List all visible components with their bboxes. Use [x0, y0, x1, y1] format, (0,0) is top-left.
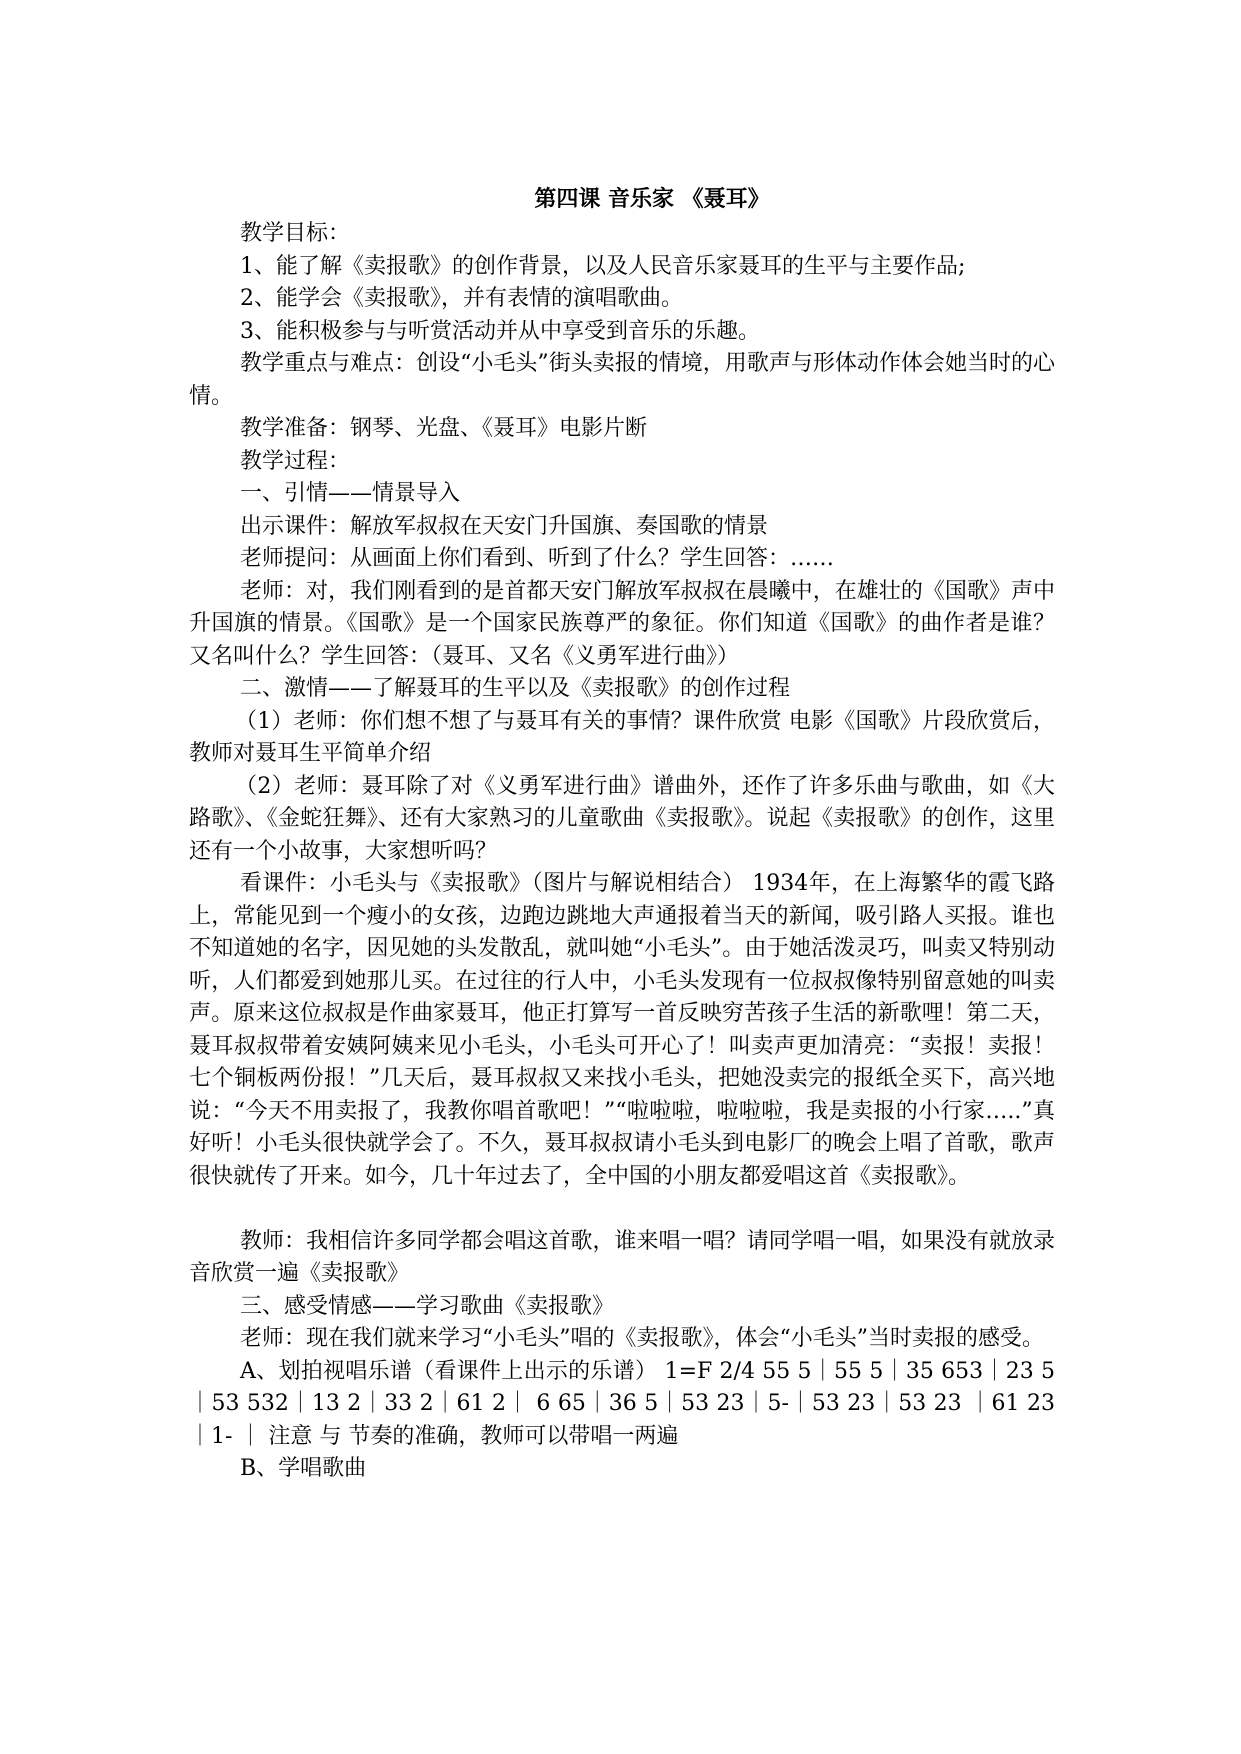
paragraph: （2）老师：聂耳除了对《义勇军进行曲》谱曲外，还作了许多乐曲与歌曲，如《大路歌》、《金蛇狂舞》、还有大家熟习的儿童歌曲《卖报歌》。说起《卖报歌》的创作，这里还有一个小故事，大家想听吗？ [189, 773, 1055, 864]
paragraph: 教学重点与难点：创设“小毛头”街头卖报的情境，用歌声与形体动作体会她当时的心情。 [189, 351, 1055, 409]
paragraph: 1、能了解《卖报歌》的创作背景，以及人民音乐家聂耳的生平与主要作品; [240, 253, 966, 279]
paragraph: 看课件：小毛头与《卖报歌》（图片与解说相结合） 1934年，在上海繁华的霞飞路上，常能见到一个瘦小的女孩，边跑边跳地大声通报着当天的新闻，吸引路人买报。谁也不知道她的名字，因见她的头发散乱，就叫她“小毛头”。由于她活泼灵巧，叫卖又特别动听，人们都爱到她那儿买。在过往的行人中，小毛头发现有一位叔叔像特别留意她的叫卖声。原来这位叔叔是作曲家聂耳，他正打算写一首反映穷苦孩子生活的新歌哩！第二天，聂耳叔叔带着安姨阿姨来见小毛头，小毛头可开心了！叫卖声更加清亮：“卖报！卖报！七个铜板两份报！”几天后，聂耳叔叔又来找小毛头，把她没卖完的报纸全买下，高兴地说：“今天不用卖报了，我教你唱首歌吧！”“啦啦啦，啦啦啦，我是卖报的小行家…..”真好听！小毛头很快就学会了。不久，聂耳叔叔请小毛头到电影厂的晚会上唱了首歌，歌声很快就传了开来。如今，几十年过去了，全中国的小朋友都爱唱这首《卖报歌》。 [189, 871, 1055, 1189]
paragraph: 三、感受情感——学习歌曲《卖报歌》 [240, 1293, 615, 1319]
paragraph: 老师提问：从画面上你们看到、听到了什么？学生回答：…… [240, 546, 835, 571]
paragraph: 出示课件：解放军叔叔在天安门升国旗、奏国歌的情景 [240, 513, 769, 539]
paragraph: 老师：对，我们刚看到的是首都天安门解放军叔叔在晨曦中，在雄壮的《国歌》声中升国旗的情景。《国歌》是一个国家民族尊严的象征。你们知道《国歌》的曲作者是谁？又名叫什么？学生回答：（聂耳、又名《义勇军进行曲》） [189, 578, 1055, 669]
paragraph: 一、引情——情景导入 [240, 481, 461, 506]
paragraph: B、学唱歌曲 [240, 1456, 367, 1481]
paragraph: 教学目标： [240, 221, 351, 246]
paragraph: A、划拍视唱乐谱（看课件上出示的乐谱） 1=F 2/4 55 5｜55 5｜35 653｜23 5｜53 532｜13 2｜33 2｜61 2｜ 6 65｜36 5｜53 23｜5-｜53 23｜53 23 ｜61 23｜1- ｜ 注意 与 节奏的准确，教师可以带唱一两遍 [189, 1358, 1055, 1449]
paragraph: 教师：我相信许多同学都会唱这首歌，谁来唱一唱？请同学唱一唱，如果没有就放录音欣赏一遍《卖报歌》 [189, 1228, 1055, 1286]
paragraph: 老师：现在我们就来学习“小毛头”唱的《卖报歌》，体会“小毛头”当时卖报的感受。 [240, 1326, 1044, 1351]
paragraph: 2、能学会《卖报歌》，并有表情的演唱歌曲。 [240, 286, 683, 311]
page-title: 第四课 音乐家 《聂耳》 [534, 186, 770, 212]
paragraph-spacer [189, 1193, 1055, 1226]
paragraph: 二、激情——了解聂耳的生平以及《卖报歌》的创作过程 [240, 676, 791, 701]
paragraph: 教学准备：钢琴、光盘、《聂耳》电影片断 [240, 416, 648, 441]
paragraph: 教学过程： [240, 448, 351, 474]
paragraph: 3、能积极参与与听赏活动并从中享受到音乐的乐趣。 [240, 318, 760, 344]
document-page [189, 180, 1055, 1486]
paragraph: （1）老师：你们想不想了与聂耳有关的事情？课件欣赏 电影《国歌》片段欣赏后，教师对聂耳生平简单介绍 [189, 708, 1055, 766]
